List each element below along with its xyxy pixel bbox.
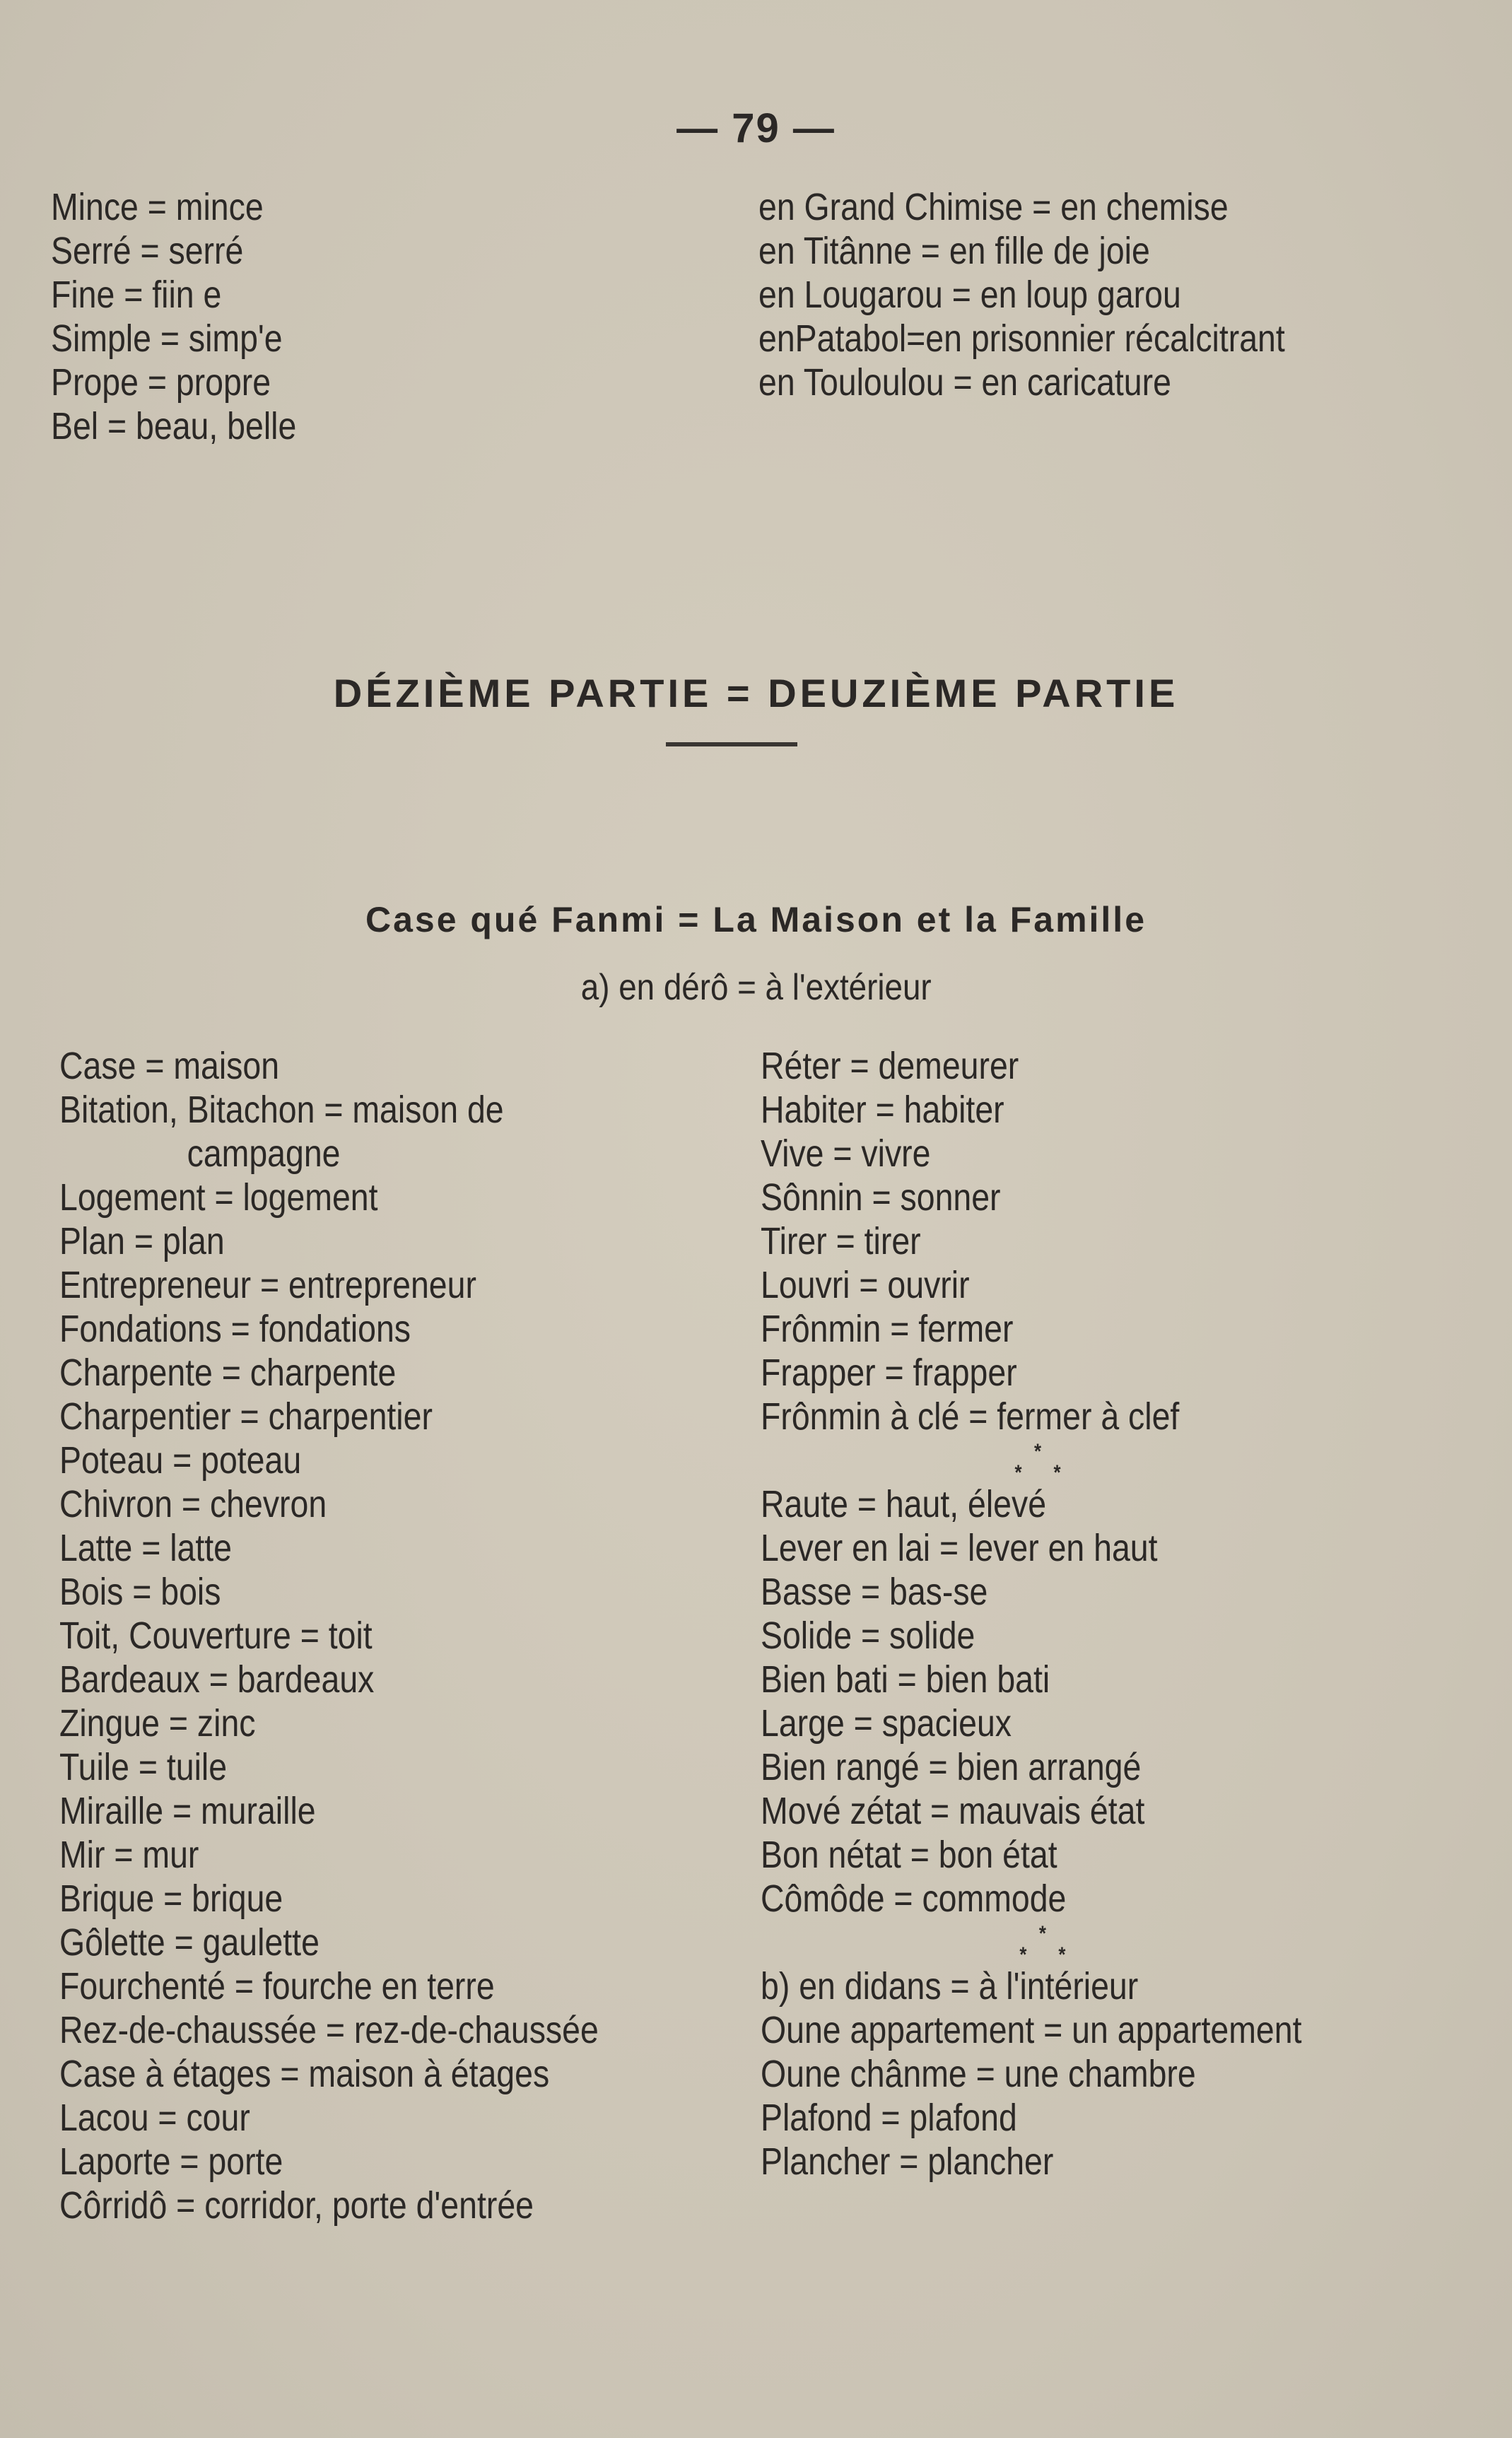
- vocab-line: en Grand Chimise = en chemise: [758, 186, 1229, 228]
- vocab-line: Logement = logement: [59, 1176, 378, 1219]
- page-number: — 79 —: [676, 105, 836, 151]
- vocab-line: Plancher = plancher: [761, 2140, 1054, 2183]
- vocab-line-continuation: campagne: [187, 1132, 341, 1175]
- vocab-line: Côrridô = corridor, porte d'entrée: [59, 2184, 534, 2227]
- vocab-line: Laporte = porte: [59, 2140, 283, 2183]
- asterism-icon: * * *: [1019, 1922, 1066, 1967]
- vocab-line: Rez-de-chaussée = rez-de-chaussée: [59, 2009, 599, 2051]
- vocab-line: Oune chânme = une chambre: [761, 2053, 1196, 2095]
- vocab-line: Prope = propre: [51, 361, 271, 404]
- subsection-a-text: a) en dérô = à l'extérieur: [580, 967, 932, 1008]
- top-left-column: [51, 185, 336, 448]
- vocab-line: Mir = mur: [59, 1834, 199, 1876]
- vocab-line: Sônnin = sonner: [761, 1176, 1001, 1219]
- vocab-line: Réter = demeurer: [761, 1045, 1019, 1087]
- vocab-line: Vive = vivre: [761, 1132, 931, 1175]
- main-right-column: [761, 1044, 1390, 2184]
- vocab-line: Oune appartement = un appartement: [761, 2009, 1302, 2051]
- vocab-line: Plafond = plafond: [761, 2097, 1017, 2139]
- vocab-line: Bien rangé = bien arrangé: [761, 1746, 1142, 1788]
- vocab-line: Case à étages = maison à étages: [59, 2053, 550, 2095]
- subsection-a-heading: [0, 966, 1512, 1009]
- vocab-line: Toit, Couverture = toit: [59, 1614, 373, 1657]
- subsection-b-heading: b) en didans = à l'intérieur: [761, 1965, 1139, 2008]
- vocab-line: Mince = mince: [51, 186, 264, 228]
- vocab-line: Gôlette = gaulette: [59, 1921, 320, 1964]
- vocab-line: Habiter = habiter: [761, 1089, 1004, 1131]
- vocab-line: Frônmin à clé = fermer à clef: [761, 1395, 1180, 1438]
- vocab-line: Cômôde = commode: [761, 1877, 1067, 1920]
- asterism-icon: * * *: [1014, 1440, 1061, 1484]
- vocab-line: Bois = bois: [59, 1571, 221, 1613]
- vocab-line: Large = spacieux: [761, 1702, 1012, 1745]
- vocab-line: Bien bati = bien bati: [761, 1658, 1050, 1701]
- vocab-line: Chivron = chevron: [59, 1483, 327, 1525]
- vocab-line: Basse = bas-se: [761, 1571, 988, 1613]
- vocab-line: Lever en lai = lever en haut: [761, 1527, 1158, 1569]
- vocab-line: Bel = beau, belle: [51, 405, 297, 447]
- vocab-line: en Touloulou = en caricature: [758, 361, 1171, 404]
- vocab-line: Charpente = charpente: [59, 1352, 397, 1394]
- vocab-line: Serré = serré: [51, 230, 244, 272]
- vocab-line: Tuile = tuile: [59, 1746, 228, 1788]
- vocab-line: Frônmin = fermer: [761, 1308, 1014, 1350]
- vocab-line: Fourchenté = fourche en terre: [59, 1965, 495, 2008]
- section-title: Case qué Fanmi = La Maison et la Famille: [365, 900, 1147, 939]
- vocab-line: Frapper = frapper: [761, 1352, 1017, 1394]
- vocab-line: en Titânne = en fille de joie: [758, 230, 1150, 272]
- vocab-line: Charpentier = charpentier: [59, 1395, 433, 1438]
- vocab-line: Fine = fiin e: [51, 274, 222, 316]
- vocab-line: Mové zétat = mauvais état: [761, 1790, 1145, 1832]
- vocab-line: Plan = plan: [59, 1220, 225, 1262]
- vocab-line: Zingue = zinc: [59, 1702, 256, 1745]
- vocab-line: Bon nétat = bon état: [761, 1834, 1057, 1876]
- vocab-line: Case = maison: [59, 1045, 280, 1087]
- vocab-line: Poteau = poteau: [59, 1439, 302, 1482]
- vocab-line: Simple = simp'e: [51, 317, 283, 360]
- asterism-divider: [761, 1921, 1301, 1967]
- vocab-line: Solide = solide: [761, 1614, 975, 1657]
- vocab-line: enPatabol=en prisonnier récalcitrant: [758, 317, 1285, 360]
- vocab-line: en Lougarou = en loup garou: [758, 274, 1181, 316]
- main-left-column: [59, 1044, 686, 2227]
- vocab-line: Bardeaux = bardeaux: [59, 1658, 375, 1701]
- vocab-line: Latte = latte: [59, 1527, 232, 1569]
- vocab-line: Entrepreneur = entrepreneur: [59, 1264, 476, 1306]
- title-divider: [666, 742, 797, 746]
- vocab-line: Tirer = tirer: [761, 1220, 921, 1262]
- vocab-line: Bitation, Bitachon = maison de: [59, 1089, 504, 1131]
- vocab-line: Miraille = muraille: [59, 1790, 316, 1832]
- vocab-line: Fondations = fondations: [59, 1308, 411, 1350]
- asterism-divider: [761, 1438, 1301, 1482]
- vocab-line: Louvri = ouvrir: [761, 1264, 970, 1306]
- vocab-line: Lacou = cour: [59, 2097, 250, 2139]
- part-title: DÉZIÈME PARTIE = DEUZIÈME PARTIE: [333, 671, 1179, 715]
- vocab-line: Raute = haut, élevé: [761, 1483, 1047, 1525]
- vocab-line: Brique = brique: [59, 1877, 283, 1920]
- top-right-column: [758, 185, 1371, 404]
